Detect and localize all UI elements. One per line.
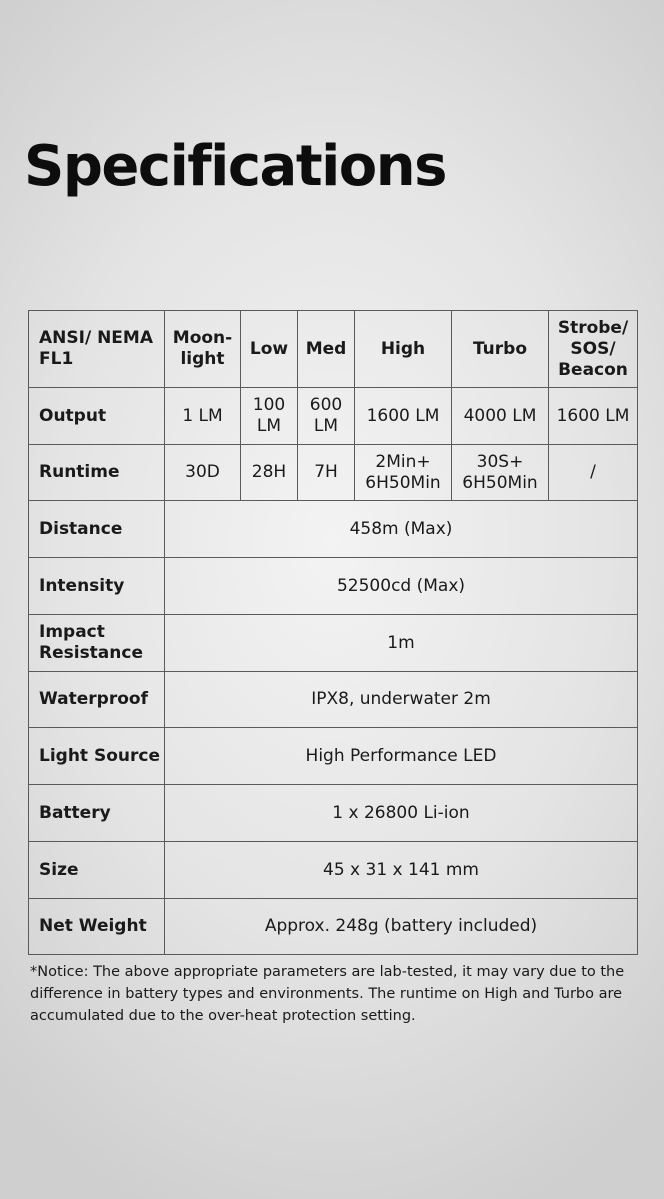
runtime-low: 28H bbox=[241, 445, 298, 501]
table-row-size bbox=[29, 842, 638, 899]
runtime-high: 2Min+ 6H50Min bbox=[355, 445, 452, 501]
row-label: Distance bbox=[29, 501, 165, 558]
runtime-med: 7H bbox=[298, 445, 355, 501]
table-row-light-source bbox=[29, 728, 638, 785]
row-label: Light Source bbox=[29, 728, 165, 785]
runtime-turbo: 30S+ 6H50Min bbox=[452, 445, 549, 501]
battery-value: 1 x 26800 Li-ion bbox=[165, 785, 638, 842]
table-row-impact-resistance bbox=[29, 615, 638, 672]
runtime-strobe: / bbox=[549, 445, 638, 501]
header-mode-med: Med bbox=[298, 311, 355, 388]
header-mode-moonlight: Moon-light bbox=[165, 311, 241, 388]
output-strobe: 1600 LM bbox=[549, 388, 638, 445]
table-row-runtime bbox=[29, 445, 638, 501]
impact-resistance-value: 1m bbox=[165, 615, 638, 672]
specifications-table bbox=[28, 310, 638, 955]
header-mode-turbo: Turbo bbox=[452, 311, 549, 388]
row-label: Output bbox=[29, 388, 165, 445]
size-value: 45 x 31 x 141 mm bbox=[165, 842, 638, 899]
row-label: Impact Resistance bbox=[29, 615, 165, 672]
header-mode-high: High bbox=[355, 311, 452, 388]
output-low: 100 LM bbox=[241, 388, 298, 445]
distance-value: 458m (Max) bbox=[165, 501, 638, 558]
header-standard-label: ANSI/ NEMA FL1 bbox=[29, 311, 165, 388]
page-title: Specifications bbox=[24, 134, 446, 199]
row-label: Net Weight bbox=[29, 899, 165, 955]
table-row-battery bbox=[29, 785, 638, 842]
notice-text: *Notice: The above appropriate parameters are lab-tested, it may vary due to the difference in battery types and environments. The runtime on High and Turbo are accumulated due to the over-heat protection setting. bbox=[30, 964, 625, 1024]
net-weight-value: Approx. 248g (battery included) bbox=[165, 899, 638, 955]
output-moonlight: 1 LM bbox=[165, 388, 241, 445]
table-row-net-weight bbox=[29, 899, 638, 955]
intensity-value: 52500cd (Max) bbox=[165, 558, 638, 615]
output-med: 600 LM bbox=[298, 388, 355, 445]
row-label: Size bbox=[29, 842, 165, 899]
table-row-distance bbox=[29, 501, 638, 558]
runtime-moonlight: 30D bbox=[165, 445, 241, 501]
table-row-output bbox=[29, 388, 638, 445]
row-label: Runtime bbox=[29, 445, 165, 501]
header-mode-low: Low bbox=[241, 311, 298, 388]
output-turbo: 4000 LM bbox=[452, 388, 549, 445]
table-row-waterproof bbox=[29, 672, 638, 728]
waterproof-value: IPX8, underwater 2m bbox=[165, 672, 638, 728]
row-label: Waterproof bbox=[29, 672, 165, 728]
table-row-intensity bbox=[29, 558, 638, 615]
row-label: Intensity bbox=[29, 558, 165, 615]
output-high: 1600 LM bbox=[355, 388, 452, 445]
table-header-row bbox=[29, 311, 638, 388]
row-label: Battery bbox=[29, 785, 165, 842]
header-mode-strobe: Strobe/ SOS/ Beacon bbox=[549, 311, 638, 388]
light-source-value: High Performance LED bbox=[165, 728, 638, 785]
